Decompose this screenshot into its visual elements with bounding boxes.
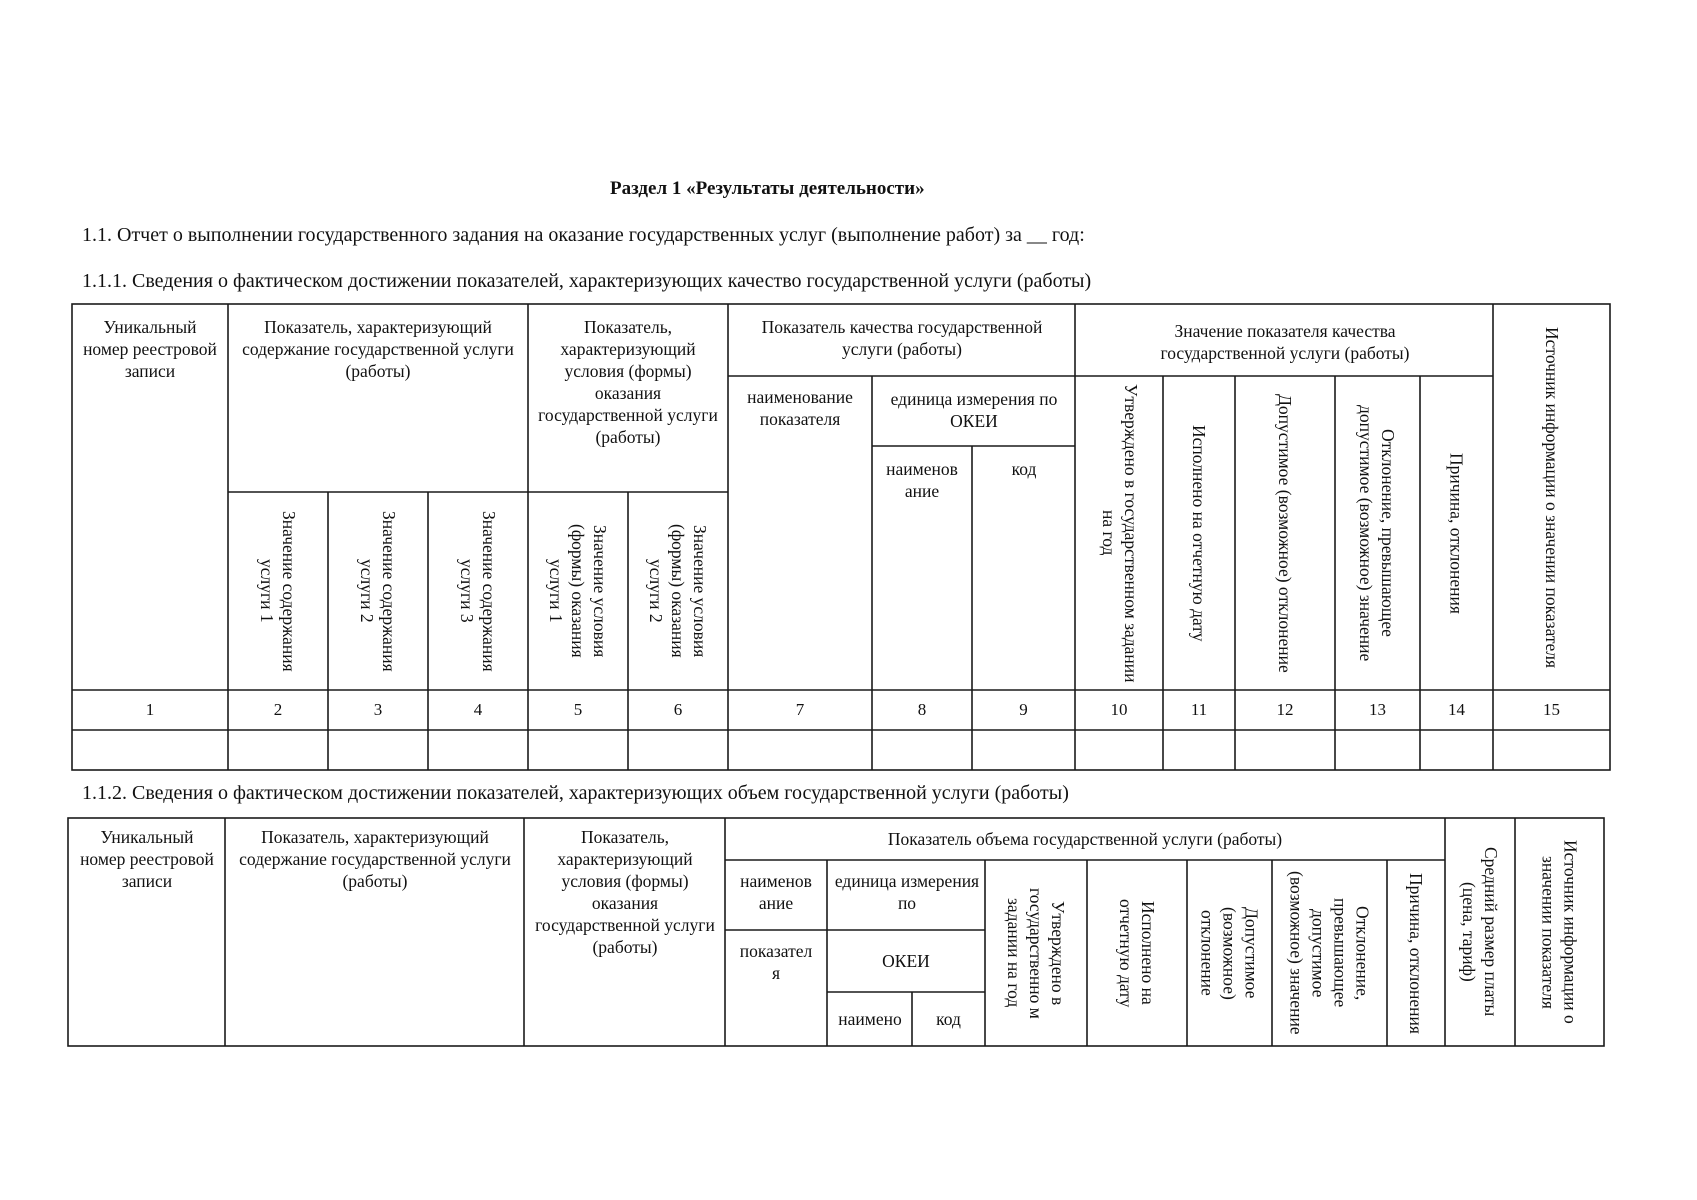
t1-info-source-header: Источник информации о значении показателя xyxy=(1542,327,1562,669)
t2-okei-code-header: код xyxy=(936,1009,961,1029)
t2-deviation-reason-header: Причина, отклонения xyxy=(1406,872,1426,1034)
t1-col-number: 1 xyxy=(145,700,155,719)
t1-col-number: 8 xyxy=(917,700,927,719)
t1-content-1-header: Значение содержания услуги 1 xyxy=(257,510,299,672)
t2-allowed-deviation-header: Допустимое (возможное) отклонение xyxy=(1197,906,1262,1000)
t2-okei-name-header: наимено xyxy=(838,1009,902,1029)
t1-okei-unit-header: единица измерения по ОКЕИ xyxy=(890,389,1058,431)
t1-conditions-indicator-header: Показатель, характеризующий условия (формы) оказания государственной услуги (работы) xyxy=(538,317,718,447)
t1-deviation-reason-header: Причина, отклонения xyxy=(1446,452,1467,614)
t1-content-indicator-header: Показатель, характеризующий содержание государственной услуги (работы) xyxy=(242,317,514,381)
t1-exceeding-deviation-header: Отклонение, превышающее допустимое (возможное) значение xyxy=(1356,404,1398,662)
t2-indicator-header: показател я xyxy=(739,941,813,983)
t2-name-header: наименов ание xyxy=(740,871,812,913)
t1-approved-header: Утверждено в государственном задании на год xyxy=(1099,383,1141,683)
t2-okei-unit-header: единица измерения по xyxy=(834,871,980,913)
t1-col-number: 9 xyxy=(1019,700,1028,719)
t1-col-number: 13 xyxy=(1369,700,1386,719)
t1-quality-value-header: Значение показателя качества государственной услуги (работы) xyxy=(1160,321,1410,363)
t1-content-3-header: Значение содержания услуги 3 xyxy=(457,510,499,672)
t1-okei-name-header: наименов ание xyxy=(886,459,958,501)
t2-avg-fee-header: Средний размер платы (цена, тариф) xyxy=(1459,847,1501,1017)
t1-col-number: 11 xyxy=(1190,700,1208,719)
t1-col-number: 3 xyxy=(373,700,383,719)
t2-okei-header: ОКЕИ xyxy=(882,951,930,971)
t1-col-number: 15 xyxy=(1543,700,1560,719)
t1-content-2-header: Значение содержания услуги 2 xyxy=(357,510,399,672)
t1-col-number: 2 xyxy=(273,700,283,719)
t1-col-number: 7 xyxy=(795,700,805,719)
t1-condition-2-header: Значение условия (формы) оказания услуги 2 xyxy=(646,524,710,658)
t2-unique-number-header: Уникальный номер реестровой записи xyxy=(80,827,214,891)
heading-1-1-2: 1.1.2. Сведения о фактическом достижении показателей, характеризующих объем государственной услуги (работы) xyxy=(82,782,1069,804)
t2-exceeding-deviation-header: Отклонение, превышающее допустимое (возможное) значение xyxy=(1286,871,1373,1035)
heading-1-1-1: 1.1.1. Сведения о фактическом достижении показателей, характеризующих качество государственной услуги (работы) xyxy=(82,270,1092,292)
t2-approved-header: Утверждено в государственно м задании на год xyxy=(1004,887,1068,1019)
t2-content-indicator-header: Показатель, характеризующий содержание государственной услуги (работы) xyxy=(239,827,511,891)
t1-okei-code-header: код xyxy=(1011,459,1037,479)
t1-unique-number-header: Уникальный номер реестровой записи xyxy=(83,317,217,381)
heading-1-1: 1.1. Отчет о выполнении государственного задания на оказание государственных услуг (выполнение работ) за __ год: xyxy=(82,224,1085,246)
t1-col-number: 12 xyxy=(1276,700,1294,719)
t1-allowed-deviation-header: Допустимое (возможное) отклонение xyxy=(1275,393,1295,673)
t1-indicator-name-header: наименование показателя xyxy=(747,387,853,429)
t2-conditions-indicator-header: Показатель, характеризующий условия (формы) оказания государственной услуги (работы) xyxy=(535,827,715,957)
t2-volume-indicator-header: Показатель объема государственной услуги (работы) xyxy=(887,829,1283,849)
t1-col-number: 10 xyxy=(1110,700,1128,719)
t1-quality-indicator-header: Показатель качества государственной услуги (работы) xyxy=(761,317,1043,359)
t1-col-number: 14 xyxy=(1448,700,1465,719)
section-title: Раздел 1 «Результаты деятельности» xyxy=(610,178,925,199)
t2-info-source-header: Источник информации о значении показателя xyxy=(1538,840,1581,1024)
t1-condition-1-header: Значение условия (формы) оказания услуги 1 xyxy=(546,524,610,658)
t1-col-number: 6 xyxy=(673,700,683,719)
t1-executed-header: Исполнено на отчетную дату xyxy=(1189,424,1209,642)
t1-col-number: 4 xyxy=(473,700,483,719)
t1-col-number: 5 xyxy=(573,700,583,719)
t2-executed-header: Исполнено на отчетную дату xyxy=(1116,898,1158,1008)
